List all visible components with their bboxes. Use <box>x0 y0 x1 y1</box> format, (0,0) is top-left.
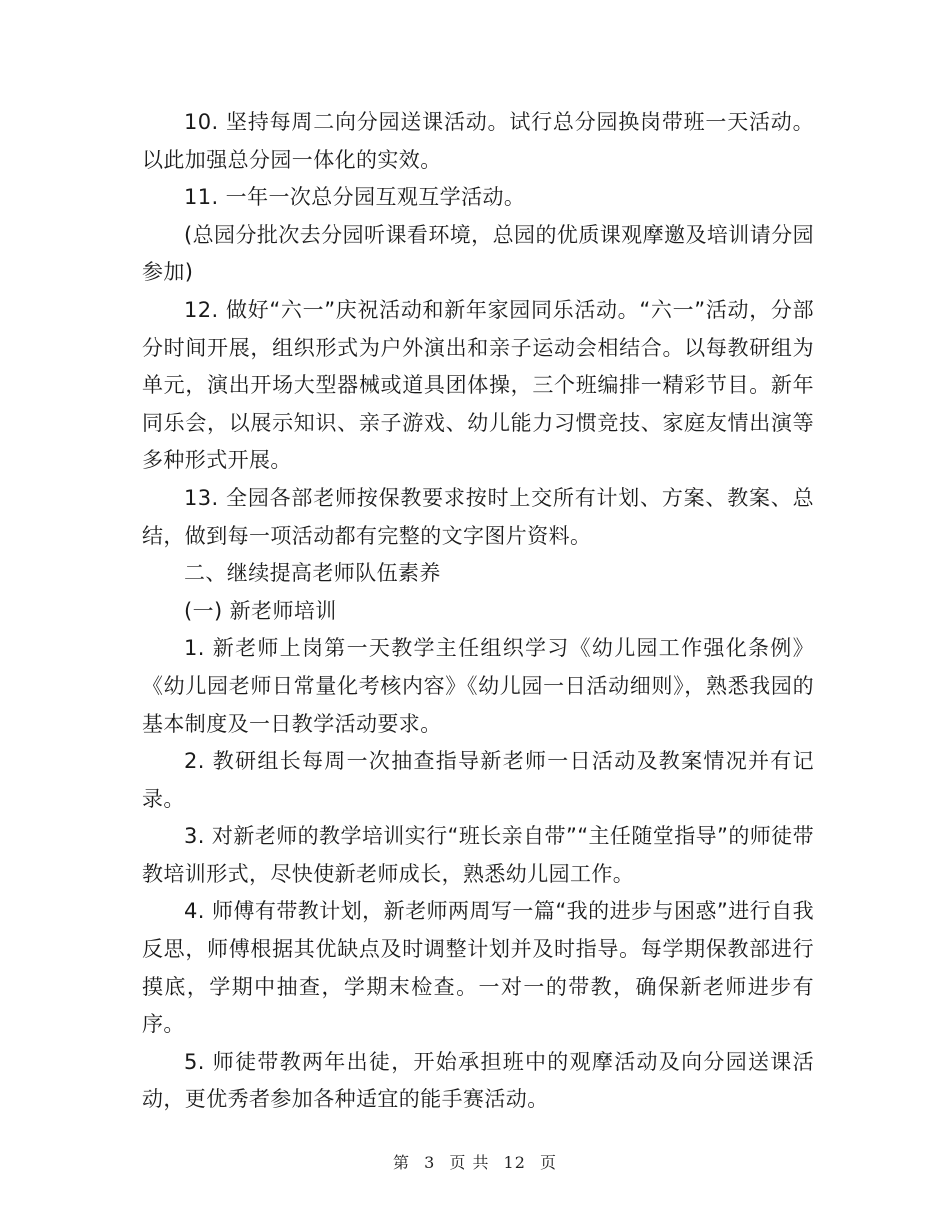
document-body <box>142 104 814 1119</box>
paragraph-training-2: 2. 教研组长每周一次抽查指导新老师一日活动及教案情况并有记录。 <box>142 749 814 811</box>
paragraph-item-11: 11. 一年一次总分园互观互学活动。 <box>184 185 526 210</box>
footer-suffix: 页 <box>540 1153 558 1172</box>
footer-current-page: 3 <box>424 1153 436 1172</box>
paragraph-item-13: 13. 全园各部老师按保教要求按时上交所有计划、方案、教案、总结，做到每一项活动都有完整的文字图片资料。 <box>142 485 814 548</box>
footer-middle: 页 共 <box>449 1153 490 1172</box>
page-footer <box>0 1150 950 1173</box>
paragraph-item-12: 12. 做好“六一”庆祝活动和新年家园同乐活动。“六一”活动，分部分时间开展，组织形式为户外演出和亲子运动会相结合。以每教研组为单元，演出开场大型器械或道具团体操，三个班编排一精彩节目。新年同乐会，以展示知识、亲子游戏、幼儿能力习惯竞技、家庭友情出演等多种形式开展。 <box>142 297 814 473</box>
footer-prefix: 第 <box>392 1153 410 1172</box>
paragraph-training-3: 3. 对新老师的教学培训实行“班长亲自带”“主任随堂指导”的师徒带教培训形式，尽快使新老师成长，熟悉幼儿园工作。 <box>142 824 814 886</box>
section-heading: 二、继续提高老师队伍素养 <box>184 561 441 586</box>
paragraph-item-10: 10. 坚持每周二向分园送课活动。试行总分园换岗带班一天活动。以此加强总分园一体化的实效。 <box>142 110 814 172</box>
paragraph-training-5: 5. 师徒带教两年出徒，开始承担班中的观摩活动及向分园送课活动，更优秀者参加各种适宜的能手赛活动。 <box>142 1049 814 1112</box>
paragraph-note: (总园分批次去分园听课看环境，总园的优质课观摩邀及培训请分园参加) <box>142 222 814 285</box>
subsection-heading: (一) 新老师培训 <box>184 598 337 623</box>
paragraph-training-4: 4. 师傅有带教计划，新老师两周写一篇“我的进步与困惑”进行自我反思，师傅根据其优缺点及时调整计划并及时指导。每学期保教部进行摸底，学期中抽查，学期末检查。一对一的带教，确保新老师进步有序。 <box>142 899 814 1037</box>
footer-total-pages: 12 <box>503 1153 526 1172</box>
paragraph-training-1: 1. 新老师上岗第一天教学主任组织学习《幼儿园工作强化条例》《幼儿园老师日常量化考核内容》《幼儿园一日活动细则》，熟悉我园的基本制度及一日教学活动要求。 <box>142 636 814 736</box>
